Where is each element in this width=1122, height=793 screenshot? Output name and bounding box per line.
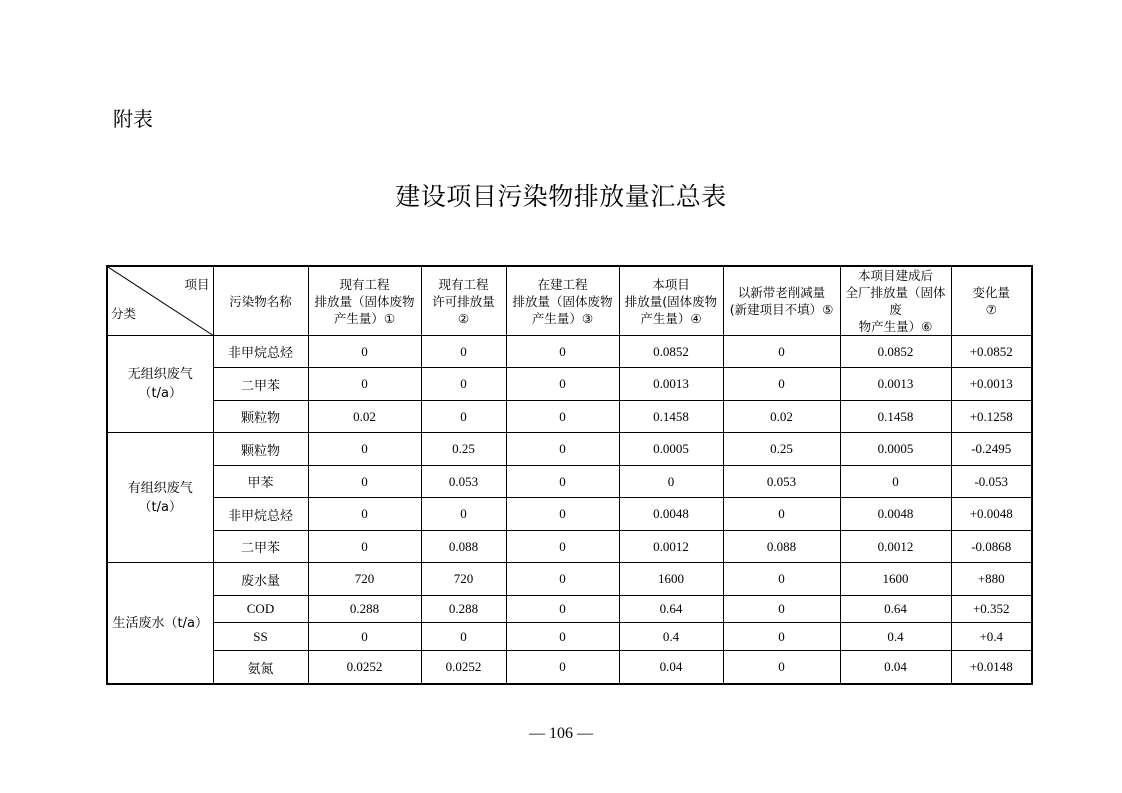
header-line: 以新带老削减量 — [737, 285, 826, 300]
table-row — [107, 498, 1032, 530]
header-line: 物产生量）⑥ — [858, 319, 933, 334]
value-cell: 0 — [421, 623, 506, 651]
value-cell: 0 — [506, 368, 619, 400]
appendix-label: 附表 — [113, 107, 153, 131]
value-cell: 0.4 — [619, 623, 723, 651]
value-cell: +0.0013 — [951, 368, 1032, 400]
value-cell: 0.04 — [619, 651, 723, 684]
header-col-6 — [840, 266, 951, 336]
value-cell: 0 — [421, 368, 506, 400]
category-cell — [107, 336, 213, 433]
pollutant-name: SS — [213, 623, 308, 651]
value-cell: 0 — [421, 498, 506, 530]
header-line: 变化量 — [972, 285, 1010, 300]
value-cell: +0.0148 — [951, 651, 1032, 684]
value-cell: 0 — [723, 336, 840, 368]
value-cell: 0 — [506, 498, 619, 530]
value-cell: +880 — [951, 563, 1032, 595]
category-cell — [107, 563, 213, 684]
value-cell: 720 — [308, 563, 421, 595]
value-cell: 0.64 — [840, 595, 951, 623]
document-title: 建设项目污染物排放量汇总表 — [395, 182, 727, 211]
value-cell: 0 — [506, 400, 619, 432]
header-col-5 — [723, 266, 840, 336]
value-cell: 0 — [308, 368, 421, 400]
value-cell: -0.0868 — [951, 530, 1032, 562]
pollutant-name: COD — [213, 595, 308, 623]
header-line: 排放量（固体废物 — [512, 293, 613, 309]
emission-summary-table — [106, 265, 1033, 685]
value-cell: 0.0013 — [619, 368, 723, 400]
value-cell: 0 — [506, 433, 619, 465]
diagonal-header-item: 项目 — [184, 277, 210, 292]
header-col-7 — [951, 266, 1032, 336]
table-row — [107, 400, 1032, 432]
value-cell: 0 — [506, 465, 619, 497]
value-cell: 0.02 — [308, 400, 421, 432]
header-col-2 — [421, 266, 506, 336]
page-number: — 106 — — [529, 725, 593, 742]
value-cell: 0.053 — [723, 465, 840, 497]
pollutant-name: 颗粒物 — [213, 400, 308, 432]
value-cell: 0.02 — [723, 400, 840, 432]
value-cell: +0.0852 — [951, 336, 1032, 368]
header-line: 在建工程 — [537, 276, 588, 292]
value-cell: 0 — [506, 623, 619, 651]
value-cell: +0.352 — [951, 595, 1032, 623]
header-line: 全厂排放量（固体废 — [845, 285, 946, 317]
value-cell: 720 — [421, 563, 506, 595]
value-cell: 0 — [619, 465, 723, 497]
header-line: 排放量（固体废物 — [314, 293, 415, 309]
header-line: 产生量）① — [333, 310, 396, 326]
header-pollutant-name: 污染物名称 — [213, 266, 308, 336]
table-row — [107, 595, 1032, 623]
pollutant-name: 废水量 — [213, 563, 308, 595]
pollutant-name: 甲苯 — [213, 465, 308, 497]
header-row — [107, 266, 1032, 336]
category-label: 有组织废气 — [127, 480, 193, 496]
value-cell: 0.0048 — [840, 498, 951, 530]
table-row — [107, 530, 1032, 562]
header-line: 产生量）④ — [640, 310, 702, 326]
pollutant-name: 氨氮 — [213, 651, 308, 684]
value-cell: 0.288 — [421, 595, 506, 623]
value-cell: 0.25 — [421, 433, 506, 465]
header-line: 本项目 — [652, 276, 690, 292]
value-cell: 0.0852 — [619, 336, 723, 368]
value-cell: 1600 — [840, 563, 951, 595]
value-cell: 0.053 — [421, 465, 506, 497]
value-cell: 0 — [308, 465, 421, 497]
table-row — [107, 563, 1032, 595]
value-cell: 0 — [840, 465, 951, 497]
value-cell: 0.4 — [840, 623, 951, 651]
value-cell: 1600 — [619, 563, 723, 595]
pollutant-name: 非甲烷总烃 — [213, 336, 308, 368]
value-cell: 0 — [723, 595, 840, 623]
value-cell: 0.0005 — [619, 433, 723, 465]
table-row — [107, 465, 1032, 497]
value-cell: 0 — [308, 623, 421, 651]
pollutant-name: 二甲苯 — [213, 530, 308, 562]
header-col-1 — [308, 266, 421, 336]
value-cell: 0.0005 — [840, 433, 951, 465]
value-cell: 0.1458 — [840, 400, 951, 432]
value-cell: 0 — [506, 563, 619, 595]
diagonal-header-category: 分类 — [111, 306, 137, 321]
value-cell: 0.0252 — [421, 651, 506, 684]
pollutant-name: 二甲苯 — [213, 368, 308, 400]
value-cell: 0 — [723, 498, 840, 530]
value-cell: +0.1258 — [951, 400, 1032, 432]
value-cell: 0 — [723, 651, 840, 684]
value-cell: 0 — [308, 530, 421, 562]
value-cell: 0 — [723, 623, 840, 651]
value-cell: 0.1458 — [619, 400, 723, 432]
value-cell: +0.0048 — [951, 498, 1032, 530]
value-cell: 0.25 — [723, 433, 840, 465]
header-line: ② — [457, 310, 470, 326]
value-cell: 0 — [723, 563, 840, 595]
value-cell: 0 — [723, 368, 840, 400]
value-cell: 0.088 — [723, 530, 840, 562]
value-cell: -0.053 — [951, 465, 1032, 497]
pollutant-name: 颗粒物 — [213, 433, 308, 465]
value-cell: 0 — [308, 336, 421, 368]
category-unit: （t/a） — [138, 386, 182, 402]
value-cell: 0 — [506, 336, 619, 368]
table-row — [107, 651, 1032, 684]
value-cell: -0.2495 — [951, 433, 1032, 465]
header-line: 许可排放量 — [432, 293, 495, 309]
value-cell: 0 — [506, 651, 619, 684]
value-cell: 0 — [421, 400, 506, 432]
value-cell: 0 — [506, 530, 619, 562]
header-line: 本项目建成后 — [857, 268, 933, 283]
header-line: 排放量(固体废物 — [624, 293, 718, 309]
value-cell: 0 — [308, 433, 421, 465]
value-cell: 0.64 — [619, 595, 723, 623]
value-cell: 0.088 — [421, 530, 506, 562]
table-row — [107, 433, 1032, 465]
category-cell — [107, 433, 213, 563]
header-line: 现有工程 — [438, 276, 489, 292]
category-label: 生活废水（t/a） — [112, 615, 208, 631]
value-cell: 0.0013 — [840, 368, 951, 400]
header-line: 产生量）③ — [531, 310, 594, 326]
table-row — [107, 623, 1032, 651]
header-line: ⑦ — [985, 302, 997, 317]
header-line: 现有工程 — [339, 276, 390, 292]
table-row — [107, 336, 1032, 368]
header-col-3 — [506, 266, 619, 336]
header-line: (新建项目不填）⑤ — [729, 302, 834, 317]
value-cell: 0 — [506, 595, 619, 623]
value-cell: 0 — [308, 498, 421, 530]
value-cell: 0 — [421, 336, 506, 368]
value-cell: 0.0048 — [619, 498, 723, 530]
table-row — [107, 368, 1032, 400]
value-cell: 0.0852 — [840, 336, 951, 368]
value-cell: 0.288 — [308, 595, 421, 623]
category-unit: （t/a） — [138, 499, 182, 515]
header-col-4 — [619, 266, 723, 336]
value-cell: 0.04 — [840, 651, 951, 684]
category-label: 无组织废气 — [127, 367, 193, 383]
value-cell: 0.0012 — [619, 530, 723, 562]
value-cell: 0.0252 — [308, 651, 421, 684]
value-cell: +0.4 — [951, 623, 1032, 651]
value-cell: 0.0012 — [840, 530, 951, 562]
diagonal-header-cell — [107, 266, 213, 336]
pollutant-name: 非甲烷总烃 — [213, 498, 308, 530]
